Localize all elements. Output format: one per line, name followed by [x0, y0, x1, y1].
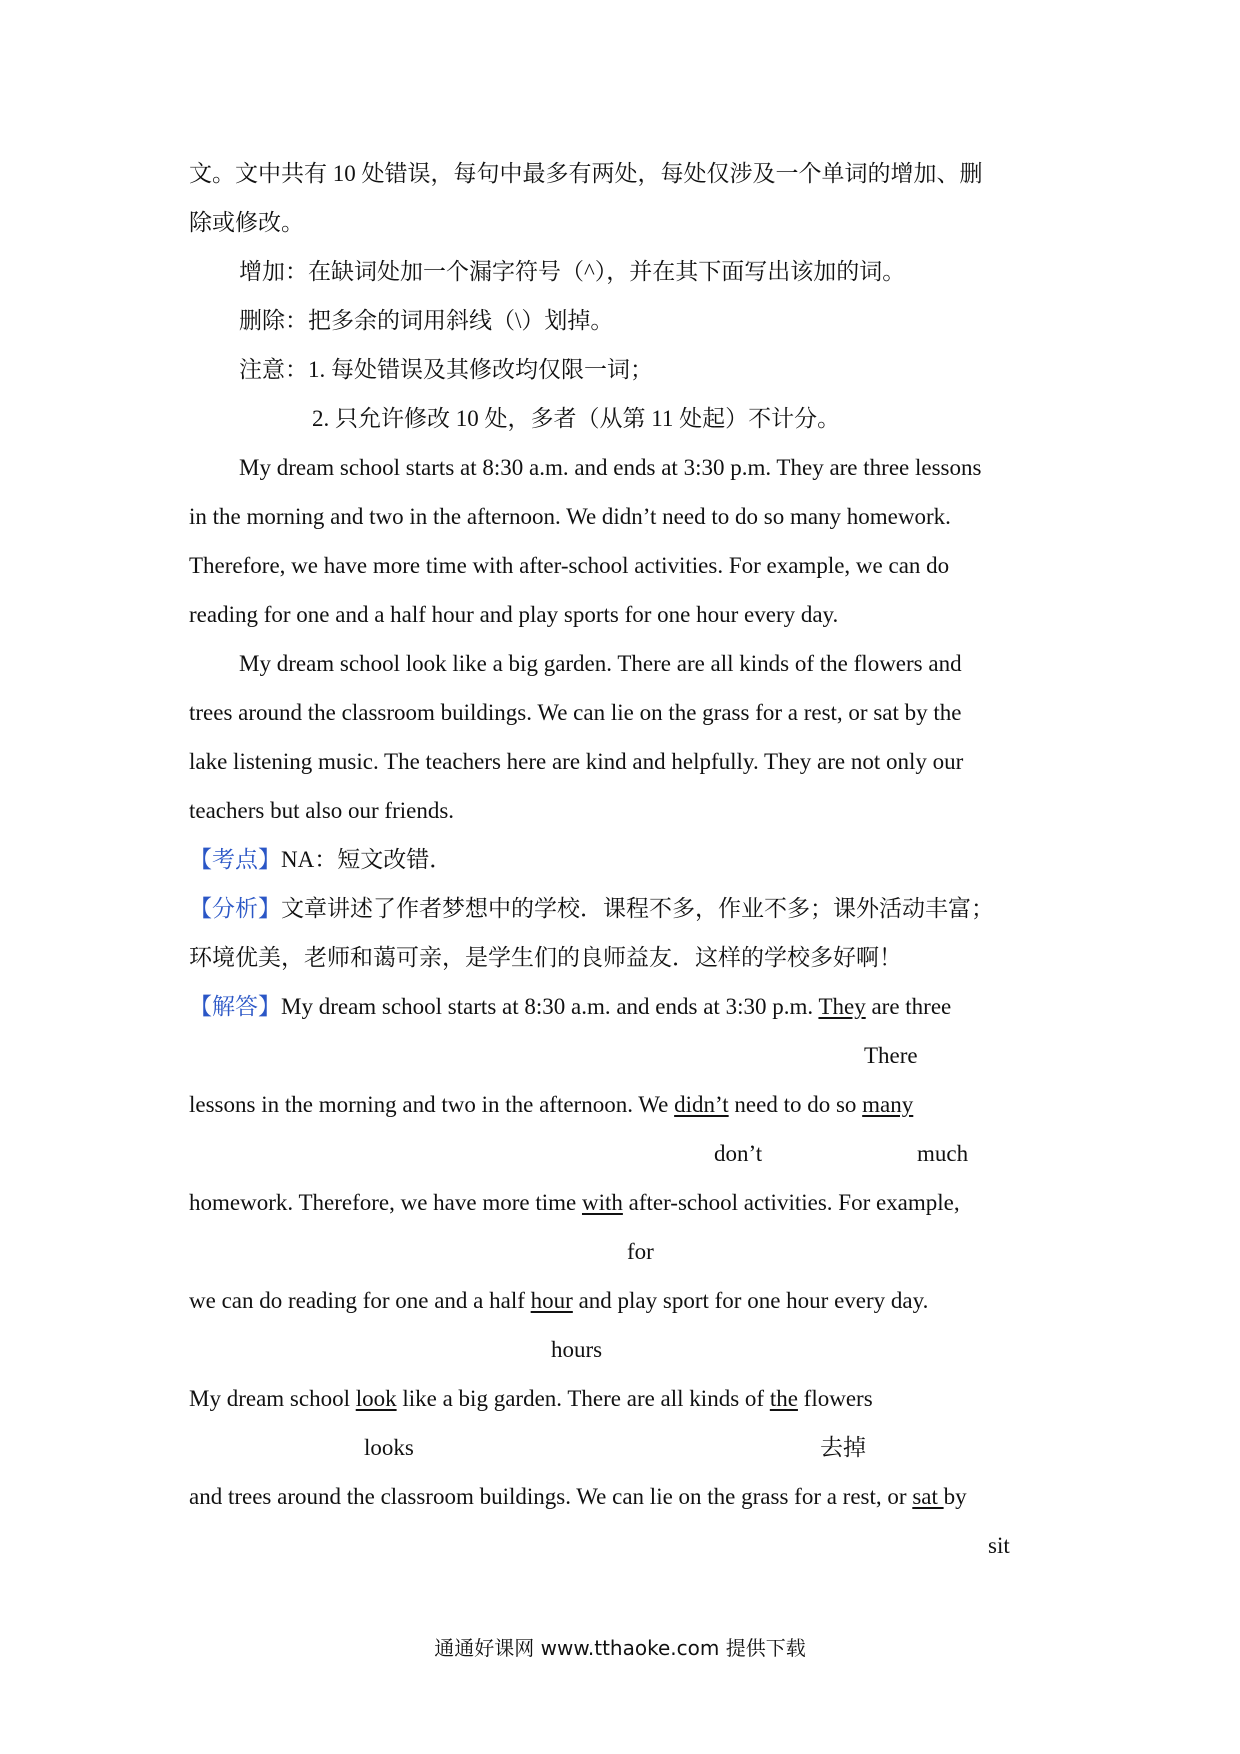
passage-line: Therefore, we have more time with after-school activities. For example, we can do [189, 553, 950, 578]
correction-word: hours [551, 1337, 603, 1362]
error-word: many [862, 1092, 914, 1117]
answer-text: are three [865, 994, 952, 1019]
correction-word: don’t [714, 1141, 763, 1166]
passage-line: teachers but also our friends. [189, 798, 455, 823]
error-word: sat [912, 1484, 944, 1509]
correction-word: for [627, 1239, 654, 1264]
answer-text: after-school activities. For example, [622, 1190, 960, 1215]
instructions-line-2: 除或修改。 [189, 210, 304, 235]
instructions-add: 增加：在缺词处加一个漏字符号（^），并在其下面写出该加的词。 [239, 259, 906, 284]
correction-word: sit [988, 1533, 1010, 1558]
passage-line: lake listening music. The teachers here are kind and helpfully. They are not only our [189, 749, 964, 774]
correction-word: much [917, 1141, 969, 1166]
instructions-note-2: 2. 只允许修改 10 处，多者（从第 11 处起）不计分。 [312, 406, 841, 431]
jieda-line-6 [189, 1481, 1059, 1513]
kaodian-text: NA：短文改错． [281, 847, 453, 872]
correction-word: looks [364, 1435, 414, 1460]
instructions-line-1: 文。文中共有 10 处错误，每句中最多有两处，每处仅涉及一个单词的增加、删 [189, 161, 983, 186]
fenxi-text-2: 环境优美，老师和蔼可亲，是学生们的良师益友．这样的学校多好啊！ [189, 945, 902, 970]
kaodian-section [189, 844, 1059, 876]
correction-word: 去掉 [820, 1435, 866, 1460]
answer-text: we can do reading for one and a half [189, 1288, 531, 1313]
jieda-tag: 【解答】 [189, 994, 281, 1019]
answer-text: and play sport for one hour every day. [572, 1288, 929, 1313]
jieda-line-2 [189, 1089, 1059, 1121]
error-word: didn’t [674, 1092, 729, 1117]
error-word: They [818, 994, 866, 1019]
answer-text: My dream school starts at 8:30 a.m. and ends at 3:30 p.m. [281, 994, 819, 1019]
passage-line: My dream school starts at 8:30 a.m. and ends at 3:30 p.m. They are three lessons [239, 455, 982, 480]
jieda-line-1 [189, 991, 1059, 1023]
answer-text: by [943, 1484, 967, 1509]
answer-text: My dream school [189, 1386, 356, 1411]
kaodian-tag: 【考点】 [189, 847, 281, 872]
answer-text: lessons in the morning and two in the afternoon. We [189, 1092, 675, 1117]
error-word: hour [530, 1288, 573, 1313]
passage-line: reading for one and a half hour and play sports for one hour every day. [189, 602, 839, 627]
answer-text: and trees around the classroom buildings. We can lie on the grass for a rest, or [189, 1484, 913, 1509]
fenxi-section [189, 893, 1059, 925]
answer-text: homework. Therefore, we have more time [189, 1190, 582, 1215]
jieda-line-3 [189, 1187, 1059, 1219]
passage-line: in the morning and two in the afternoon. We didn’t need to do so many homework. [189, 504, 951, 529]
answer-text: like a big garden. There are all kinds of [396, 1386, 770, 1411]
jieda-line-4 [189, 1285, 1059, 1317]
footer-source: 通通好课网 www.tthaoke.com 提供下载 [434, 1636, 806, 1660]
fenxi-tag: 【分析】 [189, 896, 281, 921]
passage-line: trees around the classroom buildings. We can lie on the grass for a rest, or sat by the [189, 700, 962, 725]
answer-text: flowers [797, 1386, 873, 1411]
error-word: with [581, 1190, 623, 1215]
jieda-line-5 [189, 1383, 1059, 1415]
instructions-delete: 删除：把多余的词用斜线（\）划掉。 [239, 308, 614, 333]
answer-text: need to do so [728, 1092, 863, 1117]
error-word: the [769, 1386, 798, 1411]
correction-word: There [864, 1043, 918, 1068]
error-word: look [355, 1386, 397, 1411]
instructions-note-1: 注意：1. 每处错误及其修改均仅限一词； [239, 357, 653, 382]
fenxi-text-1: 文章讲述了作者梦想中的学校．课程不多，作业不多；课外活动丰富； [281, 896, 994, 921]
passage-line: My dream school look like a big garden. There are all kinds of the flowers and [239, 651, 962, 676]
